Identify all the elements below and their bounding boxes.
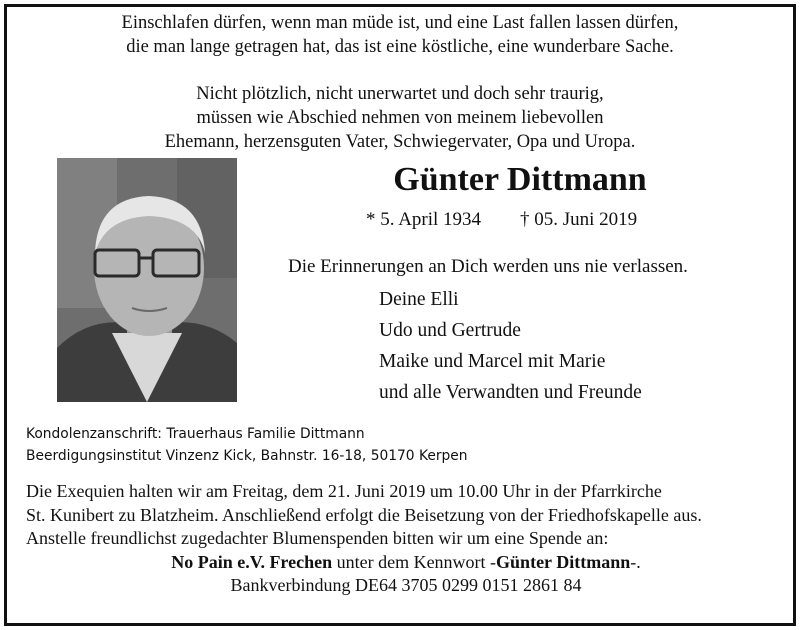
condolence-address: Kondolenzanschrift: Trauerhaus Familie Dittmann (26, 426, 365, 442)
death-date: † 05. Juni 2019 (520, 209, 638, 230)
mourners-list (379, 284, 642, 408)
portrait-photo (57, 158, 237, 402)
service-line: Die Exequien halten wir am Freitag, dem 21. Juni 2019 um 10.00 Uhr in der Pfarrkirche (26, 481, 662, 501)
mourner: Maike und Marcel mit Marie (379, 351, 606, 372)
memory-line: Die Erinnerungen an Dich werden uns nie verlassen. (288, 256, 688, 277)
intro-text (0, 82, 800, 154)
mourner: Deine Elli (379, 289, 459, 310)
charity-line (26, 551, 786, 575)
bank-details: Bankverbindung DE64 3705 0299 0151 2861 84 (230, 575, 582, 595)
service-line: St. Kunibert zu Blatzheim. Anschließend erfolgt die Beisetzung von der Friedhofskapelle aus. (26, 504, 702, 525)
verse-line: die man lange getragen hat, das ist eine köstliche, eine wunderbare Sache. (126, 37, 674, 57)
charity-name: No Pain e.V. Frechen (171, 551, 333, 572)
verse-line: Einschlafen dürfen, wenn man müde ist, und eine Last fallen lassen dürfen, (121, 13, 679, 33)
intro-line: müssen wie Abschied nehmen von meinem liebevollen (196, 108, 604, 128)
deceased-name: Günter Dittmann (393, 161, 647, 198)
mourner: Udo und Gertrude (379, 320, 521, 341)
intro-line: Nicht plötzlich, nicht unerwartet und doch sehr traurig, (196, 84, 604, 104)
charity-end-text: -. (630, 551, 641, 572)
charity-mid-text: unter dem Kennwort - (332, 551, 497, 572)
charity-keyword: Günter Dittmann (496, 551, 631, 572)
intro-line: Ehemann, herzensguten Vater, Schwiegervater, Opa und Uropa. (164, 132, 636, 152)
donation-request: Anstelle freundlichst zugedachter Blumenspenden bitten wir um eine Spende an: (26, 528, 609, 548)
service-info (26, 480, 786, 598)
birth-date: * 5. April 1934 (366, 209, 482, 230)
contact-info (26, 423, 468, 467)
opening-verse (0, 11, 800, 59)
funeral-home: Beerdigungsinstitut Vinzenz Kick, Bahnstr. 16-18, 50170 Kerpen (26, 448, 468, 464)
mourner: und alle Verwandten und Freunde (379, 382, 642, 403)
